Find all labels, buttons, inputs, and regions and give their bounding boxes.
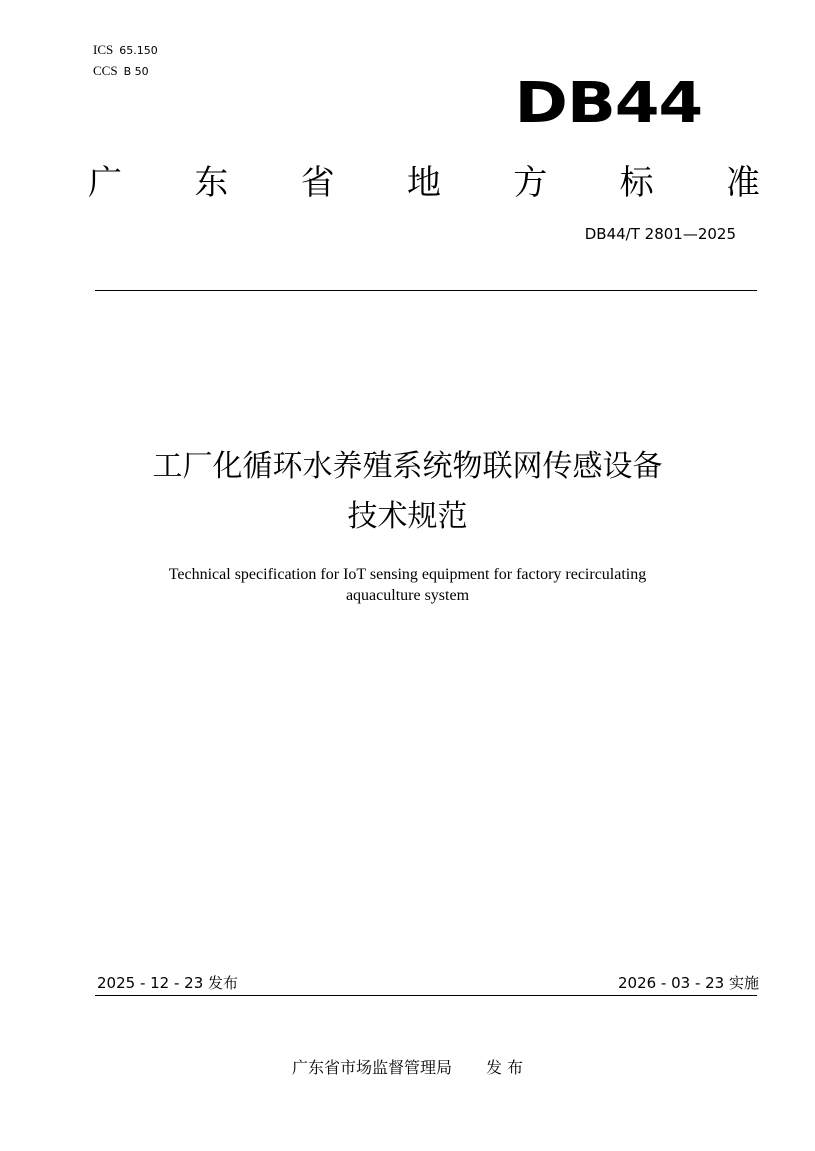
standard-type-char: 广 [88,162,122,203]
implementation-date: 2026 - 03 - 23 实施 [617,974,759,992]
title-chinese-line: 技术规范 [347,499,468,534]
title-english-line: Technical specification for IoT sensing equipment for factory recirculating [168,566,647,583]
ics-label: ICS [93,42,114,57]
standard-type-heading [88,154,760,204]
issue-date: 2025 - 12 - 23 发布 [97,974,239,992]
ics-value: 65.150 [119,44,158,57]
standard-type-char: 东 [194,162,229,203]
issuer-name: 广东省市场监督管理局 [291,1058,452,1077]
standard-type-char: 准 [725,162,760,203]
bottom-divider [95,995,757,996]
issuer-action: 发 布 [485,1058,524,1077]
title-english [60,564,755,606]
ccs-value: B 50 [123,65,149,78]
title-chinese-line: 工厂化循环水养殖系统物联网传感设备 [152,449,663,484]
top-divider [95,290,757,291]
db44-logo: DB44 [514,71,702,136]
standard-type-char: 方 [513,162,548,203]
classification-block [93,40,158,82]
ccs-row [93,61,158,82]
ccs-label: CCS [93,63,118,78]
issuer-line [0,1055,815,1078]
standard-type-char: 地 [406,162,441,203]
standard-number: DB44/T 2801—2025 [584,225,736,243]
standard-type-char: 标 [619,162,654,203]
title-english-line: aquaculture system [345,587,470,604]
standard-type-char: 省 [300,162,335,203]
ics-row [93,40,158,61]
title-chinese [40,442,775,542]
